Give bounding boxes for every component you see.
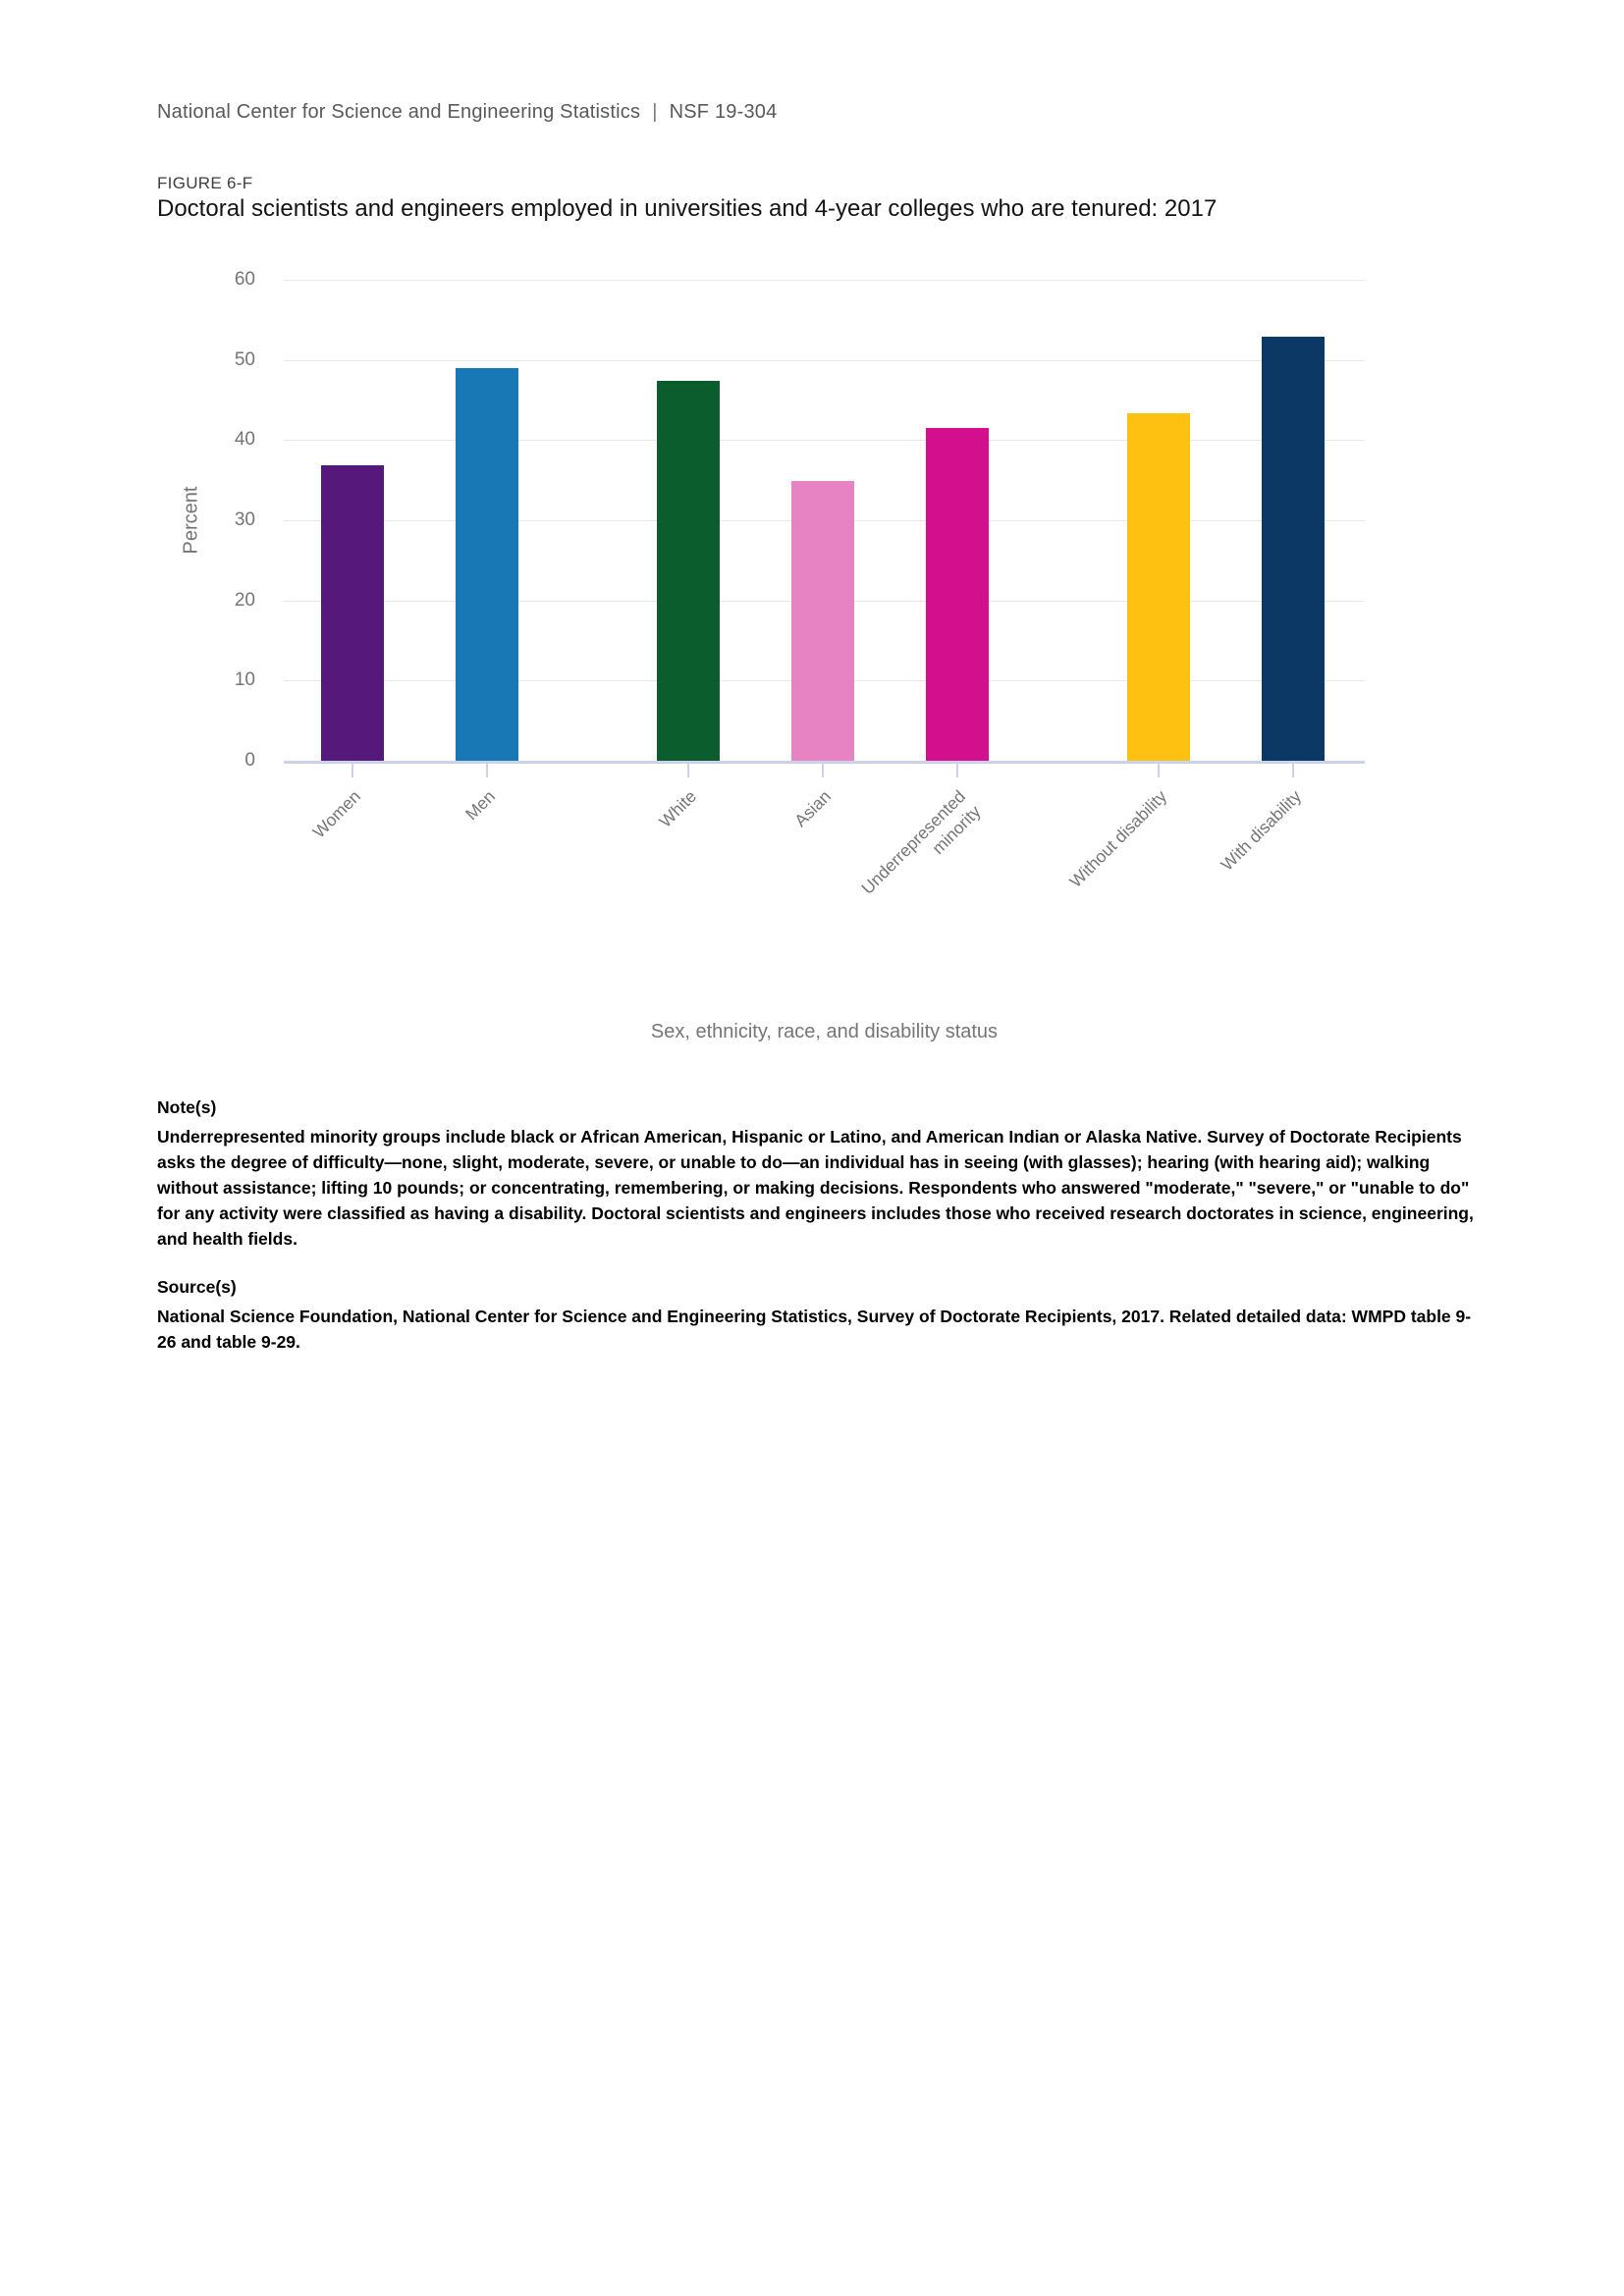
x-tick-label-without-disability: Without disability	[1065, 786, 1171, 891]
x-tick-label-with-disability: With disability	[1217, 786, 1306, 875]
bar-men	[456, 368, 518, 761]
bar-white	[657, 381, 720, 761]
notes-section	[157, 1097, 1479, 1355]
page-header	[157, 101, 777, 124]
gridline-40	[284, 440, 1365, 441]
y-tick-label-20: 20	[234, 589, 255, 611]
x-tick-label-women: Women	[308, 786, 365, 842]
gridline-60	[284, 280, 1365, 281]
bar-asian	[791, 481, 854, 761]
org-name: National Center for Science and Engineering Statistics	[157, 101, 641, 123]
y-tick-label-0: 0	[244, 750, 255, 771]
notes-body: Underrepresented minority groups include black or African American, Hispanic or Latino, and American Indian or Alaska Native. Survey of Doctorate Recipients asks the degree of difficulty—none, slight, moderate, severe, or unable to do—an individual has in seeing (with glasses); hearing (with hearing aid); walking without assistance; lifting 10 pounds; or concentrating, remembering, or making decisions. Respondents who answered "moderate," "severe," or "unable to do" for any activity were classified as having a disability. Doctoral scientists and engineers includes those who received research doctorates in science, engineering, and health fields.	[157, 1127, 1474, 1249]
x-tick-mark-asian	[822, 764, 824, 777]
x-tick-mark-underrepresented-minority	[956, 764, 958, 777]
figure-label: FIGURE 6-F	[157, 174, 253, 192]
source-heading: Source(s)	[157, 1277, 237, 1297]
header-separator: |	[652, 101, 658, 123]
y-tick-label-50: 50	[234, 348, 255, 370]
x-tick-label-white: White	[655, 786, 701, 831]
y-tick-label-40: 40	[234, 429, 255, 451]
x-tick-mark-women	[352, 764, 353, 777]
source-body: National Science Foundation, National Center for Science and Engineering Statistics, Survey of Doctorate Recipients, 2017. Related detailed data: WMPD table 9-26 and table 9-29.	[157, 1307, 1472, 1352]
y-tick-label-30: 30	[234, 509, 255, 530]
bar-underrepresented-minority	[926, 428, 989, 761]
x-tick-mark-with-disability	[1292, 764, 1294, 777]
bar-without-disability	[1127, 413, 1190, 761]
x-tick-label-asian: Asian	[790, 786, 836, 831]
x-tick-mark-white	[687, 764, 689, 777]
x-axis-line	[284, 761, 1365, 764]
bar-chart	[157, 265, 1414, 1050]
bar-women	[321, 465, 384, 761]
gridline-50	[284, 360, 1365, 361]
bar-with-disability	[1262, 337, 1325, 761]
report-number: NSF 19-304	[669, 101, 778, 123]
figure-title: Doctoral scientists and engineers employed in universities and 4-year colleges who are tenured: 2017	[157, 195, 1218, 222]
x-axis-title: Sex, ethnicity, race, and disability status	[650, 1021, 999, 1042]
y-tick-label-10: 10	[234, 669, 255, 691]
notes-heading: Note(s)	[157, 1097, 217, 1117]
y-tick-label-60: 60	[234, 269, 255, 290]
x-tick-mark-men	[486, 764, 488, 777]
x-tick-label-men: Men	[460, 786, 500, 825]
source-section	[157, 1277, 1479, 1355]
y-axis-title: Percent	[180, 486, 202, 555]
x-tick-label-underrepresented-minority: Underrepresented minority	[857, 786, 985, 898]
x-tick-mark-without-disability	[1158, 764, 1160, 777]
